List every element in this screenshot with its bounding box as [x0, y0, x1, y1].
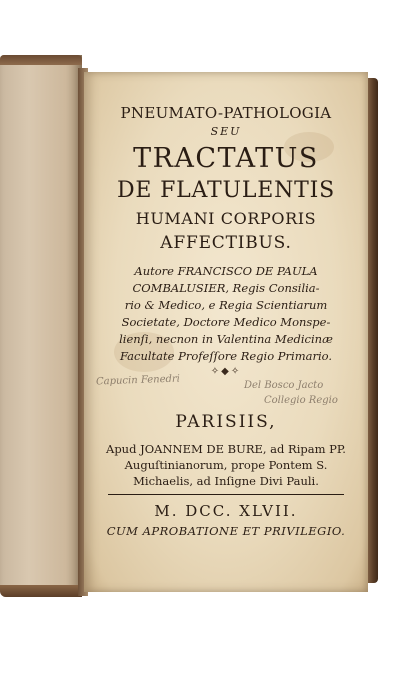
title-line-3: TRACTATUS: [133, 143, 319, 174]
imprint-line: Apud JOANNEM DE BURE, ad Ripam PP.: [106, 442, 346, 456]
imprint-line: Michaelis, ad Inſigne Divi Pauli.: [133, 474, 319, 488]
left-cover: [0, 55, 82, 597]
title-line-6: AFFECTIBUS.: [160, 233, 292, 253]
title-line-1: PNEUMATO-PATHOLOGIA: [120, 104, 332, 122]
manuscript-note-2: Del Bosco Jacto: [244, 380, 324, 391]
imprint-line: Auguſtinianorum, prope Pontem S.: [124, 458, 328, 472]
author-line: lienſi, necnon in Valentina Medicinæ: [119, 332, 333, 346]
imprint-city: PARISIIS,: [175, 412, 277, 432]
author-line: Autore FRANCISCO DE PAULA: [134, 264, 318, 278]
manuscript-note-3: Collegio Regio: [264, 395, 338, 406]
author-line: Facultate Profeſſore Regio Primario.: [119, 349, 333, 363]
printer-ornament: ✧◆✧: [210, 366, 242, 377]
author-block: [98, 263, 354, 365]
privilege-line: CUM APROBATIONE ET PRIVILEGIO.: [106, 524, 346, 538]
title-line-2: SEU: [210, 125, 242, 138]
title-line-4: DE FLATULENTIS: [116, 178, 336, 203]
author-line: rio & Medico, e Regia Scientiarum: [124, 298, 328, 312]
imprint-block: [98, 441, 354, 489]
title-line-5: HUMANI CORPORIS: [135, 209, 317, 228]
author-line: Societate, Doctore Medico Monspe-: [121, 315, 331, 329]
author-line: COMBALUSIER, Regis Consilia-: [132, 281, 320, 295]
publication-date: M. DCC. XLVII.: [154, 502, 298, 520]
title-page: [84, 72, 368, 592]
manuscript-note-1: Capucin Fenedri: [95, 373, 181, 388]
divider-rule: [108, 494, 344, 495]
